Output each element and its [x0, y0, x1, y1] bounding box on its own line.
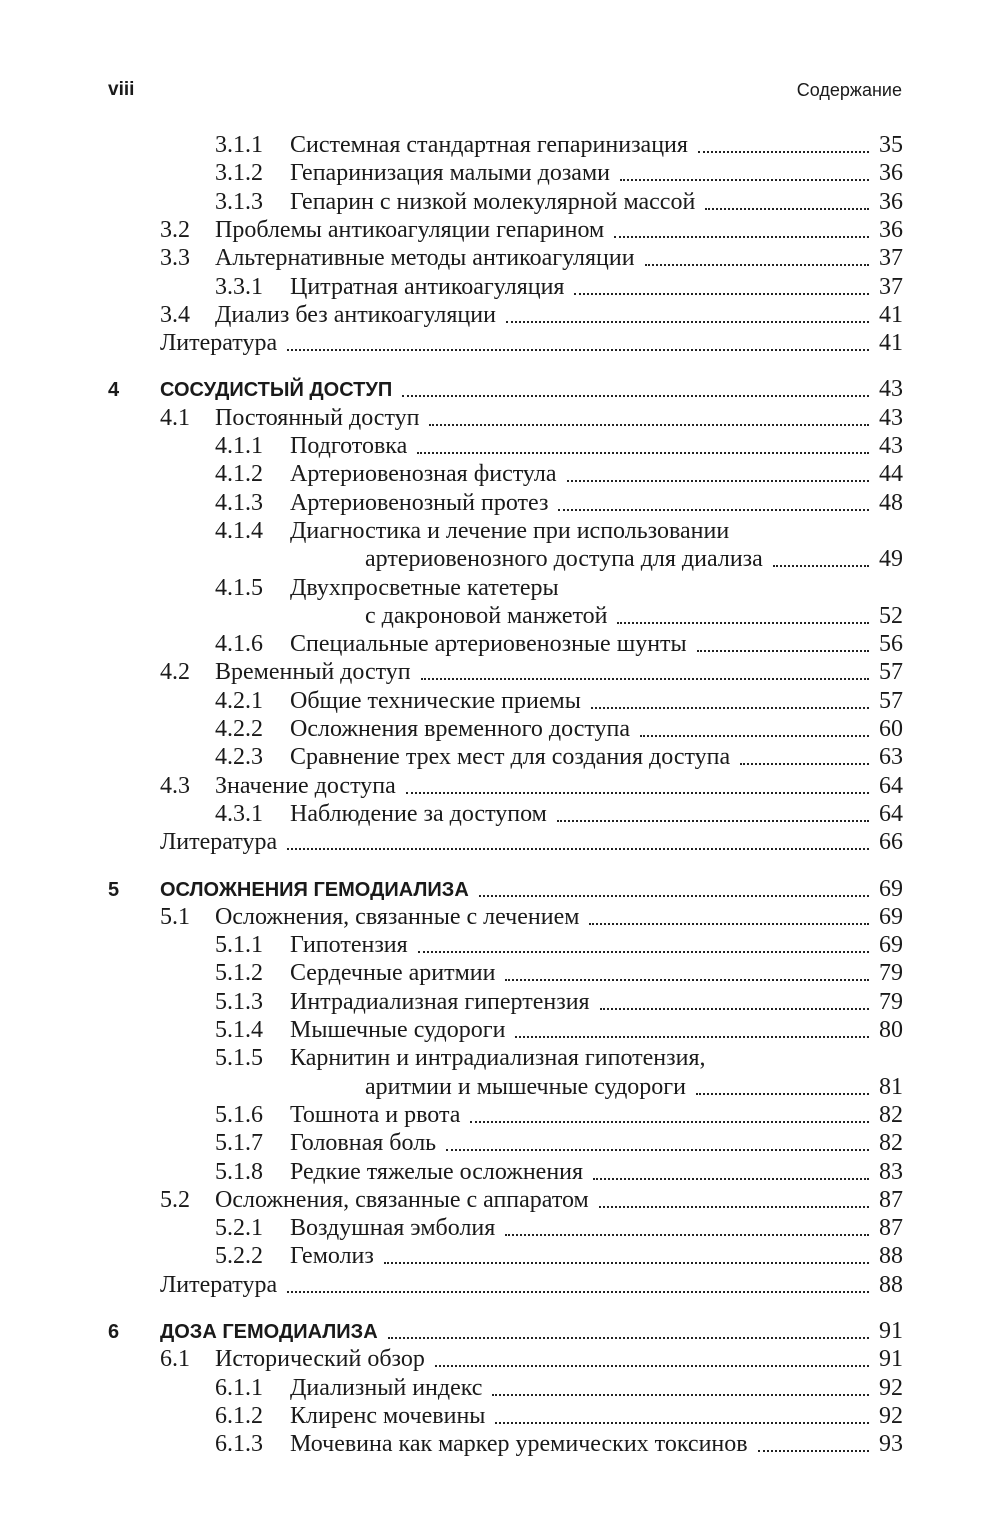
toc-page-number: 36 [879, 216, 903, 243]
toc-entry-row [215, 431, 903, 461]
toc-page-number: 49 [879, 546, 903, 573]
toc-entry-number: 4.1.4 [215, 517, 263, 544]
dot-leader [620, 158, 869, 188]
toc-entry-number: 4.2 [160, 659, 190, 686]
toc-entry-title: Сердечные аритмии [290, 960, 496, 987]
dot-leader [574, 272, 869, 302]
toc-entry-number: 4.1 [160, 404, 190, 431]
toc-entry-number: 4.1.5 [215, 574, 263, 601]
toc-page-number: 36 [879, 160, 903, 187]
toc-entry-title: Альтернативные методы антикоагуляции [215, 245, 635, 272]
toc-entry-row [215, 958, 903, 988]
toc-entry-title: Значение доступа [215, 772, 396, 799]
toc-entry-row [215, 1100, 903, 1130]
toc-entry-row [215, 1429, 903, 1459]
toc-page-number: 37 [879, 245, 903, 272]
toc-page-number: 83 [879, 1158, 903, 1185]
dot-leader [384, 1241, 869, 1271]
dot-leader [492, 1373, 869, 1403]
dot-leader [506, 300, 869, 330]
toc-entry-title: Системная стандартная гепаринизация [290, 132, 688, 158]
toc-page-number: 64 [879, 772, 903, 799]
toc-entry-row [215, 686, 903, 716]
toc-entry-row [160, 243, 903, 273]
dot-leader [402, 374, 869, 404]
toc-entry-row [160, 657, 903, 687]
toc-entry-row [215, 516, 903, 546]
toc-entry-row [215, 130, 903, 160]
toc-entry-number: 6.1.1 [215, 1374, 263, 1401]
toc-page-number: 80 [879, 1017, 903, 1043]
toc-entry-number: 4.2.2 [215, 716, 263, 742]
dot-leader [740, 742, 869, 772]
toc-entry-title: Диагностика и лечение при использовании [290, 517, 730, 544]
dot-leader [515, 1015, 869, 1045]
toc-page-number: 93 [879, 1431, 903, 1458]
toc-entry-number: 5.1.5 [215, 1045, 263, 1072]
toc-page-number: 41 [879, 301, 903, 328]
dot-leader [617, 601, 869, 631]
toc-entry-number: 3.1.1 [215, 132, 263, 158]
toc-page-number: 52 [879, 602, 903, 629]
toc-entry-number: 5.1.1 [215, 932, 263, 959]
toc-page-number: 35 [879, 132, 903, 158]
dot-leader [593, 1157, 869, 1187]
dot-leader [418, 930, 869, 960]
toc-entry-row [215, 544, 903, 574]
toc-entry-number: 4 [108, 379, 120, 402]
toc-entry-row [160, 215, 903, 245]
dot-leader [705, 187, 869, 217]
toc-entry-row [160, 300, 903, 330]
toc-entry-number: 4.1.3 [215, 489, 263, 516]
toc-entry-title-continued: артериовенозного доступа для диализа [365, 546, 763, 573]
toc-page-number: 69 [879, 903, 903, 930]
dot-leader [758, 1429, 869, 1459]
toc-entry-title: Осложнения временного доступа [290, 716, 631, 742]
dot-leader [446, 1128, 869, 1158]
toc-entry-row [160, 902, 903, 932]
dot-leader [505, 958, 869, 988]
toc-page-number: 43 [879, 433, 903, 459]
toc-entry-title: Артериовенозная фистула [290, 461, 557, 488]
dot-leader [599, 1185, 869, 1215]
dot-leader [698, 130, 869, 160]
toc-entry-number: 5.1.4 [215, 1017, 263, 1043]
toc-page-number: 66 [879, 829, 903, 856]
dot-leader [287, 1270, 869, 1300]
toc-entry-title: Мышечные судороги [290, 1017, 506, 1043]
toc-entry-row [215, 1373, 903, 1403]
toc-entry-number: 5.1.2 [215, 960, 263, 987]
toc-chapter-row [108, 1316, 903, 1346]
toc-entry-number: 4.3.1 [215, 800, 263, 827]
toc-entry-title: Редкие тяжелые осложнения [290, 1158, 584, 1185]
dot-leader [287, 328, 869, 358]
toc-entry-number: 5.2.2 [215, 1243, 263, 1270]
dot-leader [645, 243, 869, 273]
toc-entry-number: 4.1.6 [215, 631, 263, 658]
toc-entry-title: Головная боль [290, 1130, 437, 1157]
toc-entry-row [215, 573, 903, 603]
toc-entry-number: 5.1.7 [215, 1130, 263, 1157]
toc-entry-row [215, 459, 903, 489]
dot-leader [558, 488, 869, 518]
toc-entry-number: 4.2.3 [215, 744, 263, 771]
toc-entry-row [215, 187, 903, 217]
toc-entry-title: ОСЛОЖНЕНИЯ ГЕМОДИАЛИЗА [160, 878, 469, 901]
toc-page-number: 91 [879, 1346, 903, 1373]
toc-page-number: 88 [879, 1271, 903, 1298]
toc-page-number: 92 [879, 1402, 903, 1429]
dot-leader [479, 874, 869, 904]
toc-page-number: 82 [879, 1130, 903, 1157]
toc-entry-number: 6.1 [160, 1346, 190, 1373]
toc-entry-row [160, 1344, 903, 1374]
toc-chapter-row [108, 874, 903, 904]
toc-chapter-row [108, 374, 903, 404]
toc-entry-row [160, 403, 903, 433]
dot-leader [388, 1316, 869, 1346]
toc-entry-number: 4.2.1 [215, 687, 263, 714]
toc-entry-number: 5.1.3 [215, 988, 263, 1015]
toc-entry-number: 5.1 [160, 903, 190, 930]
toc-page-number: 63 [879, 744, 903, 771]
dot-leader [567, 459, 870, 489]
toc-page-number: 37 [879, 273, 903, 300]
toc-page-number: 48 [879, 489, 903, 516]
toc-entry-row [215, 742, 903, 772]
toc-page-number: 43 [879, 404, 903, 431]
toc-entry-title: Общие технические приемы [290, 687, 581, 714]
toc-entry-title: Осложнения, связанные с аппаратом [215, 1186, 589, 1213]
toc-entry-row [160, 771, 903, 801]
toc-entry-title: Специальные артериовенозные шунты [290, 631, 687, 658]
toc-page-number: 92 [879, 1374, 903, 1401]
toc-entry-row [215, 1072, 903, 1102]
toc-entry-title: Гипотензия [290, 932, 408, 959]
dot-leader [614, 215, 869, 245]
toc-entry-row [160, 827, 903, 857]
toc-entry-row [215, 714, 903, 744]
toc-page-number: 41 [879, 330, 903, 357]
toc-entry-title: Воздушная эмболия [290, 1215, 496, 1242]
dot-leader [640, 714, 869, 744]
toc-entry-row [215, 272, 903, 302]
toc-entry-number: 3.3 [160, 245, 190, 272]
toc-entry-title-continued: аритмии и мышечные судороги [365, 1073, 686, 1100]
toc-entry-row [215, 1043, 903, 1073]
toc-entry-row [215, 629, 903, 659]
toc-entry-number: 3.1.3 [215, 188, 263, 215]
toc-entry-title: Артериовенозный протез [290, 489, 549, 516]
toc-page-number: 57 [879, 659, 903, 686]
dot-leader [600, 987, 869, 1017]
toc-entry-title: Сравнение трех мест для создания доступа [290, 744, 731, 771]
dot-leader [287, 827, 869, 857]
dot-leader [421, 657, 869, 687]
toc-entry-title: Литература [160, 1271, 278, 1298]
dot-leader [589, 902, 869, 932]
toc-entry-title: Исторический обзор [215, 1346, 425, 1373]
toc-entry-number: 5 [108, 878, 120, 901]
toc-entry-row [215, 1128, 903, 1158]
toc-entry-row [215, 1213, 903, 1243]
toc-page-number: 91 [879, 1318, 903, 1344]
dot-leader [773, 544, 869, 574]
toc-entry-row [160, 1270, 903, 1300]
toc-entry-number: 4.1.1 [215, 433, 263, 459]
toc-entry-number: 3.1.2 [215, 160, 263, 187]
toc-entry-number: 5.2 [160, 1186, 190, 1213]
toc-page-number: 43 [879, 376, 903, 403]
toc-entry-title: Двухпросветные катетеры [290, 574, 559, 601]
dot-leader [417, 431, 869, 461]
toc-entry-title: Литература [160, 330, 278, 357]
toc-entry-title: Интрадиализная гипертензия [290, 988, 590, 1015]
toc-entry-title: Подготовка [290, 433, 408, 459]
toc-page-number: 56 [879, 631, 903, 658]
toc-entry-number: 5.2.1 [215, 1215, 263, 1242]
toc-entry-title: Гепарин с низкой молекулярной массой [290, 188, 696, 215]
toc-entry-title: Осложнения, связанные с лечением [215, 903, 580, 930]
toc-entry-row [215, 488, 903, 518]
toc-entry-row [215, 987, 903, 1017]
toc-entry-title: Диализный индекс [290, 1374, 483, 1401]
toc-page-number: 36 [879, 188, 903, 215]
dot-leader [470, 1100, 869, 1130]
toc-entry-row [160, 1185, 903, 1215]
toc-entry-row [215, 1015, 903, 1045]
toc-page-number: 81 [879, 1073, 903, 1100]
toc-entry-number: 5.1.8 [215, 1158, 263, 1185]
toc-entry-row [215, 799, 903, 829]
toc-entry-row [215, 158, 903, 188]
toc-page-number: 69 [879, 932, 903, 959]
toc-entry-number: 4.3 [160, 772, 190, 799]
toc-entry-title: Тошнота и рвота [290, 1101, 461, 1128]
toc-entry-row [160, 328, 903, 358]
running-header: Содержание [796, 80, 902, 100]
toc-page-number: 87 [879, 1215, 903, 1242]
toc-entry-title: Диализ без антикоагуляции [215, 301, 496, 328]
toc-page-number: 57 [879, 687, 903, 714]
toc-entry-number: 3.2 [160, 216, 190, 243]
dot-leader [435, 1344, 869, 1374]
toc-entry-title-continued: с дакроновой манжетой [365, 602, 608, 629]
toc-entry-number: 3.4 [160, 301, 190, 328]
toc-entry-title: Наблюдение за доступом [290, 800, 547, 827]
toc-page-number: 60 [879, 716, 903, 742]
toc-entry-title: Карнитин и интрадиализная гипотензия, [290, 1045, 706, 1072]
toc-entry-number: 6 [108, 1321, 120, 1343]
toc-page-number: 79 [879, 988, 903, 1015]
toc-entry-row [215, 1401, 903, 1431]
dot-leader [429, 403, 869, 433]
toc-entry-row [215, 1157, 903, 1187]
toc-entry-number: 4.1.2 [215, 461, 263, 488]
toc-entry-title: ДОЗА ГЕМОДИАЛИЗА [160, 1321, 378, 1343]
dot-leader [591, 686, 869, 716]
toc-entry-title: Гепаринизация малыми дозами [290, 160, 610, 187]
toc-entry-number: 6.1.3 [215, 1431, 263, 1458]
toc-entry-number: 6.1.2 [215, 1402, 263, 1429]
toc-entry-title: Гемолиз [290, 1243, 374, 1270]
toc-entry-title: Проблемы антикоагуляции гепарином [215, 216, 605, 243]
toc-entry-title: Временный доступ [215, 659, 411, 686]
toc-entry-number: 3.3.1 [215, 273, 263, 300]
toc-entry-row [215, 601, 903, 631]
toc-page-number: 44 [879, 461, 903, 488]
toc-page-number: 69 [879, 875, 903, 902]
toc-entry-title: Цитратная антикоагуляция [290, 273, 565, 300]
dot-leader [406, 771, 869, 801]
toc-entry-title: Мочевина как маркер уремических токсинов [290, 1431, 748, 1458]
toc-page-number: 64 [879, 800, 903, 827]
dot-leader [557, 799, 869, 829]
toc-entry-title: Литература [160, 829, 278, 856]
toc-entry-title: Клиренс мочевины [290, 1402, 486, 1429]
toc-entry-row [215, 1241, 903, 1271]
toc-entry-number: 5.1.6 [215, 1101, 263, 1128]
dot-leader [495, 1401, 869, 1431]
toc-entry-title: Постоянный доступ [215, 404, 420, 431]
page-number: viii [108, 79, 135, 100]
toc-page-number: 82 [879, 1101, 903, 1128]
dot-leader [697, 629, 869, 659]
toc-page-number: 79 [879, 960, 903, 987]
dot-leader [505, 1213, 869, 1243]
toc-entry-title: СОСУДИСТЫЙ ДОСТУП [160, 379, 393, 402]
toc-page-number: 88 [879, 1243, 903, 1270]
dot-leader [696, 1072, 869, 1102]
toc-entry-row [215, 930, 903, 960]
toc-page-number: 87 [879, 1186, 903, 1213]
